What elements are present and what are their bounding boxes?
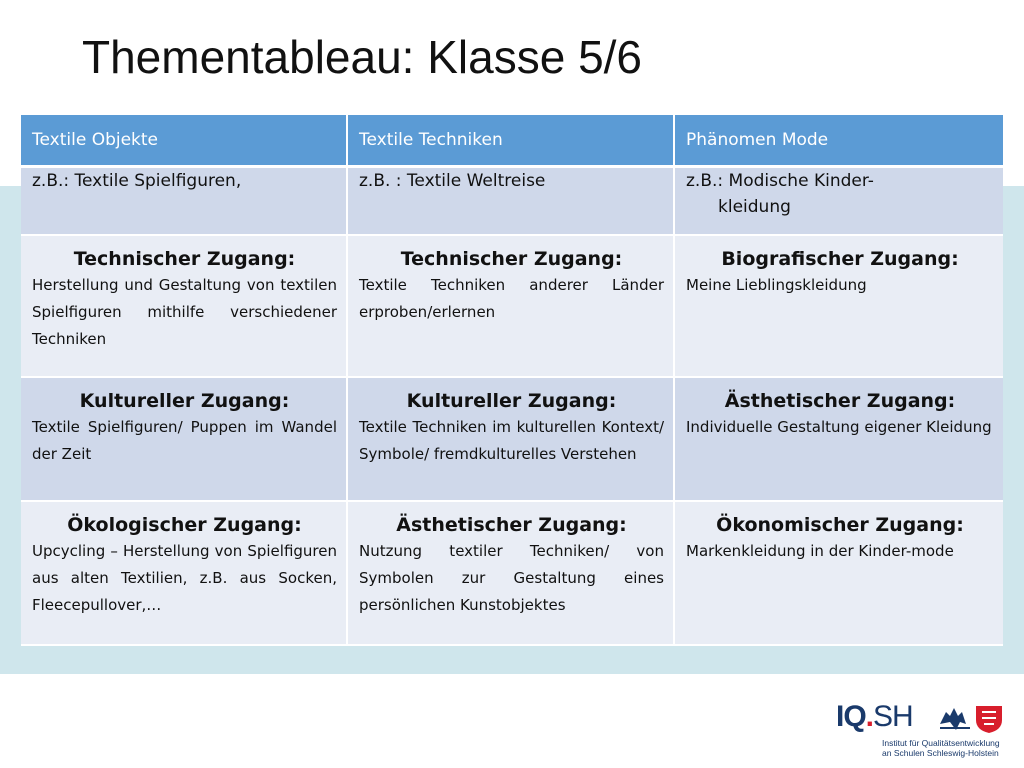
table-cell — [675, 236, 1003, 378]
theme-table — [21, 115, 1003, 646]
header-textile-techniken: Textile Techniken — [348, 115, 675, 168]
logo-iq: IQ — [836, 700, 866, 733]
table-cell — [21, 236, 348, 378]
logo-sh: SH — [873, 700, 913, 733]
table-header-row — [21, 115, 1003, 168]
cell-text: Individuelle Gestaltung eigener Kleidung — [686, 418, 992, 436]
coat-of-arms-icon — [936, 702, 1006, 734]
table-cell — [21, 378, 348, 502]
table-cell — [675, 502, 1003, 646]
cell-heading: Ästhetischer Zugang: — [724, 390, 956, 412]
table-cell — [348, 236, 675, 378]
cell-heading: Biografischer Zugang: — [721, 248, 959, 270]
examples-row — [21, 168, 1003, 236]
table-row — [21, 236, 1003, 378]
cell-heading: Ästhetischer Zugang: — [396, 514, 627, 536]
cell-heading: Ökologischer Zugang: — [67, 514, 302, 536]
cell-heading: Technischer Zugang: — [73, 248, 296, 270]
table-cell — [21, 502, 348, 646]
table-cell — [348, 378, 675, 502]
cell-heading: Ökonomischer Zugang: — [716, 514, 964, 536]
logo-dot: . — [865, 700, 874, 733]
logo-wordmark — [836, 700, 913, 734]
logo-subtitle-line2: an Schulen Schleswig-Holstein — [882, 748, 999, 758]
cell-text: Markenkleidung in der Kinder-mode — [686, 542, 954, 560]
example-cell — [675, 168, 1003, 236]
cell-text: Textile Spielfiguren/ Puppen im Wandel der Zeit — [32, 418, 337, 463]
iqsh-logo — [836, 700, 1006, 762]
cell-heading: Kultureller Zugang: — [79, 390, 290, 412]
example-cell: z.B.: Textile Spielfiguren, — [21, 168, 348, 236]
example-text: z.B.: Modische Kinder- — [686, 171, 874, 191]
cell-text: Herstellung und Gestaltung von textilen Spielfiguren mithilfe verschiedener Techniken — [32, 276, 337, 348]
cell-text: Meine Lieblingskleidung — [686, 276, 867, 294]
cell-text: Nutzung textiler Techniken/ von Symbolen zur Gestaltung eines persönlichen Kunstobjektes — [359, 542, 664, 614]
logo-subtitle — [882, 738, 1000, 758]
table-row — [21, 378, 1003, 502]
logo-subtitle-line1: Institut für Qualitätsentwicklung — [882, 738, 1000, 748]
cell-heading: Kultureller Zugang: — [406, 390, 617, 412]
example-text-continued: kleidung — [718, 197, 791, 217]
slide-title: Thementableau: Klasse 5/6 — [82, 31, 643, 83]
header-textile-objekte: Textile Objekte — [21, 115, 348, 168]
cell-heading: Technischer Zugang: — [400, 248, 623, 270]
table-cell — [675, 378, 1003, 502]
cell-text: Textile Techniken im kulturellen Kontext/ Symbole/ fremdkulturelles Verstehen — [359, 418, 664, 463]
header-phaenomen-mode: Phänomen Mode — [675, 115, 1003, 168]
cell-text: Textile Techniken anderer Länder erproben/erlernen — [359, 276, 664, 321]
cell-text: Upcycling – Herstellung von Spielfiguren aus alten Textilien, z.B. aus Socken, Fleecepullover,… — [32, 542, 337, 614]
example-cell: z.B. : Textile Weltreise — [348, 168, 675, 236]
table-cell — [348, 502, 675, 646]
table-row — [21, 502, 1003, 646]
